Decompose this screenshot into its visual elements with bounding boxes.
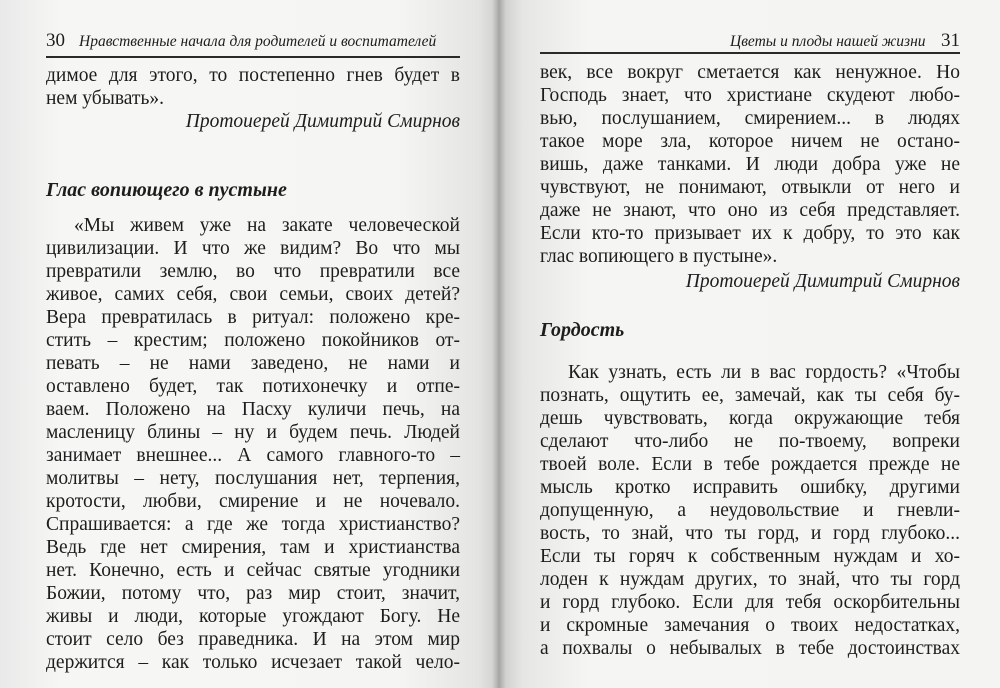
- left-top-signature: Протоиерей Димитрий Смирнов: [185, 111, 460, 132]
- text-line: чувствуют, не понимают, отвыкли от него и: [540, 177, 960, 198]
- right-running-head: [540, 30, 960, 54]
- text-line: вью, послушанием, смирением... в людях: [540, 108, 960, 129]
- text-line: нет. Конечно, есть и сейчас святые угодники: [46, 560, 460, 581]
- left-page: [0, 0, 498, 688]
- text-line: оставлено будет, так потихонечку и отпе-: [46, 376, 460, 397]
- text-line: масленицу блины – ну и будем печь. Людей: [46, 422, 460, 443]
- text-line: Вера превратилась в ритуал: положено кре-: [46, 307, 460, 328]
- text-line: нем убывать».: [46, 88, 164, 109]
- text-line: дешь чувствовать, когда окружающие тебя: [540, 408, 960, 429]
- text-line: стоит село без праведника. И на этом мир: [46, 629, 460, 650]
- text-line: Если ты горяч к собственным нуждам и хо-: [540, 546, 960, 567]
- right-header-rule: [540, 52, 960, 54]
- text-line: мысль кротко исправить ошибку, другими: [540, 477, 960, 498]
- text-line: кротости, любви, смирение и не ночевало.: [46, 491, 460, 512]
- text-line: молитвы – нету, послушания нет, терпения,: [46, 468, 460, 489]
- text-line: твоей воле. Если в тебе рождается прежде не: [540, 454, 960, 475]
- text-line: занимает внешнее... А самого главного-то –: [46, 445, 460, 466]
- text-line: держится – как только исчезает такой чело-: [46, 652, 460, 673]
- book-gutter-shadow: [492, 0, 506, 688]
- text-line: вость, то знай, что ты горд, и горд глубоко...: [540, 523, 960, 544]
- text-line: Спрашивается: а где же тогда христианство?: [46, 514, 460, 535]
- section-heading-glas: Глас вопиющего в пустыне: [46, 179, 287, 201]
- text-line: познать, ощутить ее, замечай, как ты себя бу-: [540, 385, 960, 406]
- text-line: лоден к нуждам других, то знай, что ты горд: [540, 569, 960, 590]
- text-line: ваем. Положено на Пасху куличи печь, на: [46, 399, 460, 420]
- left-page-number: 30: [46, 30, 65, 51]
- text-line: сделают что-либо не по-твоему, вопреки: [540, 431, 960, 452]
- left-running-head: [46, 30, 460, 54]
- text-line: «Мы живем уже на закате человеческой: [74, 215, 460, 236]
- right-page: [498, 0, 1000, 688]
- text-line: превратили землю, во что превратили все: [46, 261, 460, 282]
- right-page-number: 31: [941, 30, 960, 51]
- text-line: цивилизации. И что же видим? Во что мы: [46, 238, 460, 259]
- text-line: даже не знают, что оно из себя представляет.: [540, 200, 960, 221]
- text-line: допущенную, а неудовольствие и гневли-: [540, 500, 960, 521]
- left-running-title: Нравственные начала для родителей и воспитателей: [79, 33, 437, 50]
- text-line: Божии, потому что, раз мир стоит, значит,: [46, 583, 460, 604]
- text-line: Ведь где нет смирения, там и христианства: [46, 537, 460, 558]
- right-running-title: Цветы и плоды нашей жизни: [730, 33, 926, 50]
- text-line: вишь, даже танками. И люди добра уже не: [540, 154, 960, 175]
- text-line: Господь знает, что христиане скудеют любо-: [540, 85, 960, 106]
- text-line: живое, самих себя, свои семьи, своих детей?: [46, 284, 460, 305]
- text-line: живы и люди, которые угождают Богу. Не: [46, 606, 460, 627]
- text-line: и скромные замечания о твоих недостатках,: [540, 615, 960, 636]
- text-line: и горд глубоко. Если для тебя оскорбительны: [540, 592, 960, 613]
- text-line: стить – крестим; положено покойников от-: [46, 330, 460, 351]
- right-signature: Протоиерей Димитрий Смирнов: [685, 271, 960, 292]
- text-line: такое море зла, которое ничем не остано-: [540, 131, 960, 152]
- text-line: глас вопиющего в пустыне».: [540, 246, 778, 267]
- left-header-rule: [46, 56, 460, 58]
- text-line: димое для этого, то постепенно гнев будет в: [46, 65, 460, 86]
- text-line: Как узнать, есть ли в вас гордость? «Чтобы: [568, 362, 960, 383]
- text-line: а похвалы о небывалых в тебе достоинствах: [540, 638, 960, 659]
- text-line: певать – не нами заведено, не нами и: [46, 353, 460, 374]
- section-heading-gordost: Гордость: [540, 319, 625, 341]
- text-line: век, все вокруг сметается как ненужное. Но: [540, 62, 960, 83]
- text-line: Если кто-то призывает их к добру, то это как: [540, 223, 960, 244]
